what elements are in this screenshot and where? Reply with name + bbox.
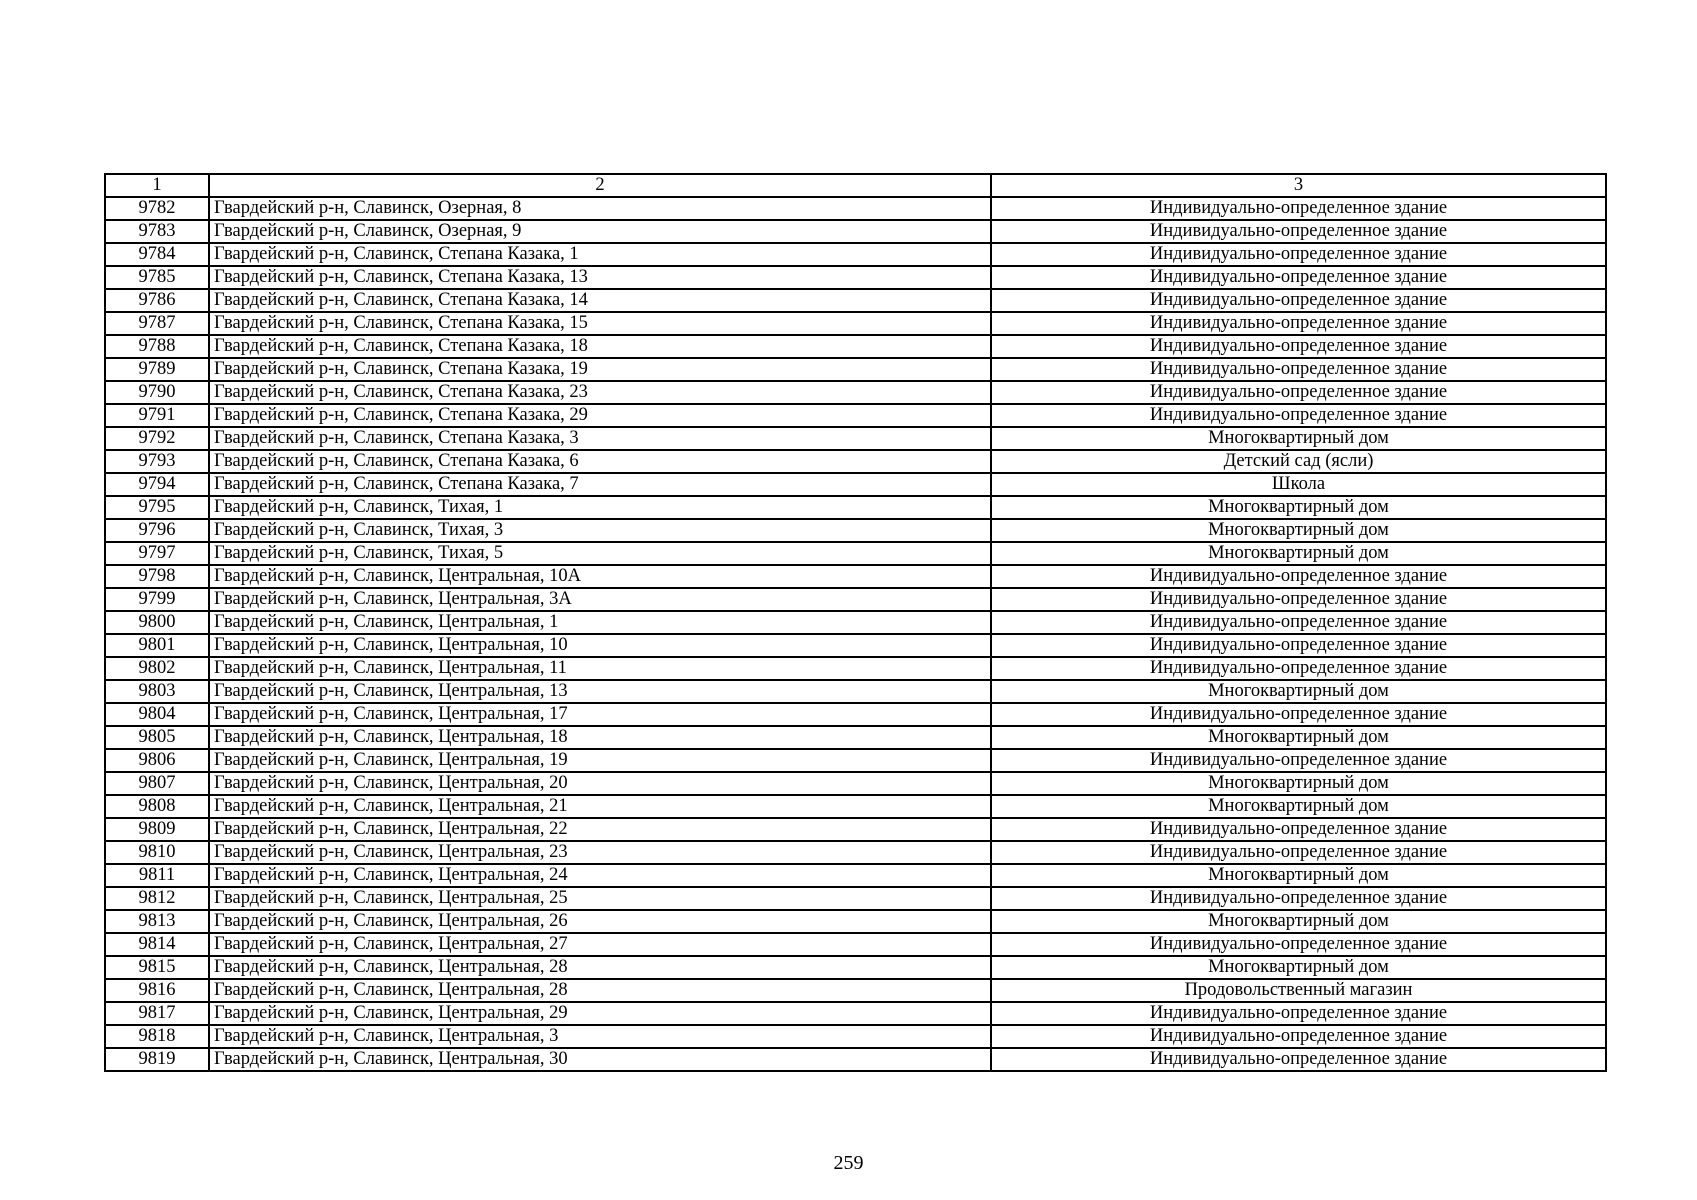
row-address-cell: Гвардейский р-н, Славинск, Степана Казака, 19 <box>209 358 991 381</box>
row-address-cell: Гвардейский р-н, Славинск, Степана Казака, 29 <box>209 404 991 427</box>
row-number-cell: 9788 <box>105 335 209 358</box>
row-type-cell: Индивидуально-определенное здание <box>991 1048 1606 1071</box>
table-row <box>105 496 1606 519</box>
row-type-cell: Индивидуально-определенное здание <box>991 818 1606 841</box>
row-number-cell: 9803 <box>105 680 209 703</box>
table-row <box>105 427 1606 450</box>
table-row <box>105 864 1606 887</box>
row-type-cell: Индивидуально-определенное здание <box>991 1002 1606 1025</box>
row-address-cell: Гвардейский р-н, Славинск, Степана Казака, 14 <box>209 289 991 312</box>
row-type-cell: Продовольственный магазин <box>991 979 1606 1002</box>
row-type-cell: Школа <box>991 473 1606 496</box>
row-type-cell: Индивидуально-определенное здание <box>991 197 1606 220</box>
table-row <box>105 818 1606 841</box>
table-body <box>105 197 1606 1071</box>
table-row <box>105 450 1606 473</box>
row-type-cell: Многоквартирный дом <box>991 772 1606 795</box>
row-type-cell: Индивидуально-определенное здание <box>991 749 1606 772</box>
row-type-cell: Индивидуально-определенное здание <box>991 703 1606 726</box>
row-type-cell: Индивидуально-определенное здание <box>991 657 1606 680</box>
row-number-cell: 9809 <box>105 818 209 841</box>
row-address-cell: Гвардейский р-н, Славинск, Центральная, 25 <box>209 887 991 910</box>
table-row <box>105 680 1606 703</box>
table-row <box>105 772 1606 795</box>
row-type-cell: Индивидуально-определенное здание <box>991 335 1606 358</box>
row-type-cell: Индивидуально-определенное здание <box>991 266 1606 289</box>
row-type-cell: Индивидуально-определенное здание <box>991 358 1606 381</box>
table-row <box>105 1048 1606 1071</box>
table-row <box>105 588 1606 611</box>
row-number-cell: 9782 <box>105 197 209 220</box>
row-number-cell: 9789 <box>105 358 209 381</box>
row-type-cell: Многоквартирный дом <box>991 726 1606 749</box>
row-address-cell: Гвардейский р-н, Славинск, Центральная, 29 <box>209 1002 991 1025</box>
row-address-cell: Гвардейский р-н, Славинск, Степана Казака, 23 <box>209 381 991 404</box>
row-address-cell: Гвардейский р-н, Славинск, Центральная, 18 <box>209 726 991 749</box>
row-type-cell: Индивидуально-определенное здание <box>991 243 1606 266</box>
row-address-cell: Гвардейский р-н, Славинск, Тихая, 1 <box>209 496 991 519</box>
row-type-cell: Индивидуально-определенное здание <box>991 634 1606 657</box>
row-type-cell: Индивидуально-определенное здание <box>991 312 1606 335</box>
row-number-cell: 9802 <box>105 657 209 680</box>
table-row <box>105 910 1606 933</box>
row-number-cell: 9813 <box>105 910 209 933</box>
row-address-cell: Гвардейский р-н, Славинск, Центральная, 22 <box>209 818 991 841</box>
row-number-cell: 9801 <box>105 634 209 657</box>
table-row <box>105 404 1606 427</box>
row-number-cell: 9794 <box>105 473 209 496</box>
table-row <box>105 726 1606 749</box>
row-address-cell: Гвардейский р-н, Славинск, Центральная, 23 <box>209 841 991 864</box>
header-cell-address: 2 <box>209 174 991 197</box>
row-number-cell: 9812 <box>105 887 209 910</box>
row-number-cell: 9796 <box>105 519 209 542</box>
row-number-cell: 9816 <box>105 979 209 1002</box>
row-type-cell: Индивидуально-определенное здание <box>991 381 1606 404</box>
table-row <box>105 795 1606 818</box>
row-type-cell: Многоквартирный дом <box>991 910 1606 933</box>
row-type-cell: Индивидуально-определенное здание <box>991 841 1606 864</box>
row-number-cell: 9807 <box>105 772 209 795</box>
row-address-cell: Гвардейский р-н, Славинск, Центральная, 26 <box>209 910 991 933</box>
row-number-cell: 9800 <box>105 611 209 634</box>
row-type-cell: Индивидуально-определенное здание <box>991 220 1606 243</box>
table-row <box>105 335 1606 358</box>
row-number-cell: 9818 <box>105 1025 209 1048</box>
row-address-cell: Гвардейский р-н, Славинск, Центральная, 17 <box>209 703 991 726</box>
row-address-cell: Гвардейский р-н, Славинск, Центральная, 1 <box>209 611 991 634</box>
row-type-cell: Индивидуально-определенное здание <box>991 289 1606 312</box>
header-cell-type: 3 <box>991 174 1606 197</box>
table-row <box>105 243 1606 266</box>
table-row <box>105 565 1606 588</box>
table-row <box>105 542 1606 565</box>
row-number-cell: 9786 <box>105 289 209 312</box>
row-address-cell: Гвардейский р-н, Славинск, Степана Казака, 7 <box>209 473 991 496</box>
row-address-cell: Гвардейский р-н, Славинск, Центральная, 30 <box>209 1048 991 1071</box>
row-address-cell: Гвардейский р-н, Славинск, Центральная, 13 <box>209 680 991 703</box>
table-row <box>105 312 1606 335</box>
row-type-cell: Индивидуально-определенное здание <box>991 588 1606 611</box>
table-row <box>105 266 1606 289</box>
table-row <box>105 887 1606 910</box>
row-number-cell: 9783 <box>105 220 209 243</box>
table-row <box>105 933 1606 956</box>
row-address-cell: Гвардейский р-н, Славинск, Степана Казака, 6 <box>209 450 991 473</box>
row-number-cell: 9819 <box>105 1048 209 1071</box>
row-type-cell: Многоквартирный дом <box>991 795 1606 818</box>
row-address-cell: Гвардейский р-н, Славинск, Центральная, 21 <box>209 795 991 818</box>
row-number-cell: 9799 <box>105 588 209 611</box>
table-row <box>105 1025 1606 1048</box>
table-row <box>105 956 1606 979</box>
header-cell-number: 1 <box>105 174 209 197</box>
table-row <box>105 841 1606 864</box>
table-row <box>105 611 1606 634</box>
table-header <box>105 174 1606 197</box>
row-address-cell: Гвардейский р-н, Славинск, Центральная, 28 <box>209 979 991 1002</box>
registry-table <box>104 173 1607 1072</box>
row-number-cell: 9797 <box>105 542 209 565</box>
row-type-cell: Индивидуально-определенное здание <box>991 565 1606 588</box>
row-address-cell: Гвардейский р-н, Славинск, Озерная, 8 <box>209 197 991 220</box>
row-number-cell: 9804 <box>105 703 209 726</box>
row-number-cell: 9795 <box>105 496 209 519</box>
row-number-cell: 9810 <box>105 841 209 864</box>
table-row <box>105 289 1606 312</box>
row-type-cell: Индивидуально-определенное здание <box>991 933 1606 956</box>
row-address-cell: Гвардейский р-н, Славинск, Степана Казака, 13 <box>209 266 991 289</box>
row-number-cell: 9793 <box>105 450 209 473</box>
row-address-cell: Гвардейский р-н, Славинск, Степана Казака, 3 <box>209 427 991 450</box>
table-row <box>105 197 1606 220</box>
row-address-cell: Гвардейский р-н, Славинск, Степана Казака, 15 <box>209 312 991 335</box>
row-number-cell: 9798 <box>105 565 209 588</box>
row-type-cell: Многоквартирный дом <box>991 519 1606 542</box>
row-number-cell: 9808 <box>105 795 209 818</box>
table-row <box>105 519 1606 542</box>
row-type-cell: Многоквартирный дом <box>991 680 1606 703</box>
table-row <box>105 381 1606 404</box>
row-address-cell: Гвардейский р-н, Славинск, Центральная, 19 <box>209 749 991 772</box>
row-number-cell: 9790 <box>105 381 209 404</box>
row-number-cell: 9805 <box>105 726 209 749</box>
row-type-cell: Детский сад (ясли) <box>991 450 1606 473</box>
row-number-cell: 9806 <box>105 749 209 772</box>
row-address-cell: Гвардейский р-н, Славинск, Степана Казака, 18 <box>209 335 991 358</box>
row-address-cell: Гвардейский р-н, Славинск, Центральная, 10А <box>209 565 991 588</box>
row-address-cell: Гвардейский р-н, Славинск, Центральная, 3 <box>209 1025 991 1048</box>
table-row <box>105 634 1606 657</box>
row-number-cell: 9791 <box>105 404 209 427</box>
row-number-cell: 9792 <box>105 427 209 450</box>
row-address-cell: Гвардейский р-н, Славинск, Степана Казака, 1 <box>209 243 991 266</box>
row-type-cell: Индивидуально-определенное здание <box>991 611 1606 634</box>
table-row <box>105 358 1606 381</box>
row-type-cell: Многоквартирный дом <box>991 864 1606 887</box>
table-row <box>105 220 1606 243</box>
row-type-cell: Многоквартирный дом <box>991 496 1606 519</box>
row-number-cell: 9787 <box>105 312 209 335</box>
header-row <box>105 174 1606 197</box>
row-address-cell: Гвардейский р-н, Славинск, Центральная, 3А <box>209 588 991 611</box>
row-address-cell: Гвардейский р-н, Славинск, Тихая, 3 <box>209 519 991 542</box>
row-address-cell: Гвардейский р-н, Славинск, Озерная, 9 <box>209 220 991 243</box>
table-row <box>105 1002 1606 1025</box>
table-row <box>105 703 1606 726</box>
row-type-cell: Многоквартирный дом <box>991 956 1606 979</box>
row-address-cell: Гвардейский р-н, Славинск, Тихая, 5 <box>209 542 991 565</box>
row-address-cell: Гвардейский р-н, Славинск, Центральная, 11 <box>209 657 991 680</box>
row-type-cell: Многоквартирный дом <box>991 427 1606 450</box>
row-number-cell: 9815 <box>105 956 209 979</box>
row-address-cell: Гвардейский р-н, Славинск, Центральная, 27 <box>209 933 991 956</box>
row-address-cell: Гвардейский р-н, Славинск, Центральная, 20 <box>209 772 991 795</box>
table-row <box>105 749 1606 772</box>
row-type-cell: Многоквартирный дом <box>991 542 1606 565</box>
table-row <box>105 979 1606 1002</box>
row-number-cell: 9785 <box>105 266 209 289</box>
row-number-cell: 9814 <box>105 933 209 956</box>
page-number: 259 <box>833 1152 864 1174</box>
row-number-cell: 9784 <box>105 243 209 266</box>
row-address-cell: Гвардейский р-н, Славинск, Центральная, 24 <box>209 864 991 887</box>
row-type-cell: Индивидуально-определенное здание <box>991 1025 1606 1048</box>
table-row <box>105 657 1606 680</box>
row-type-cell: Индивидуально-определенное здание <box>991 887 1606 910</box>
row-address-cell: Гвардейский р-н, Славинск, Центральная, 10 <box>209 634 991 657</box>
table-row <box>105 473 1606 496</box>
row-number-cell: 9811 <box>105 864 209 887</box>
row-address-cell: Гвардейский р-н, Славинск, Центральная, 28 <box>209 956 991 979</box>
row-number-cell: 9817 <box>105 1002 209 1025</box>
row-type-cell: Индивидуально-определенное здание <box>991 404 1606 427</box>
